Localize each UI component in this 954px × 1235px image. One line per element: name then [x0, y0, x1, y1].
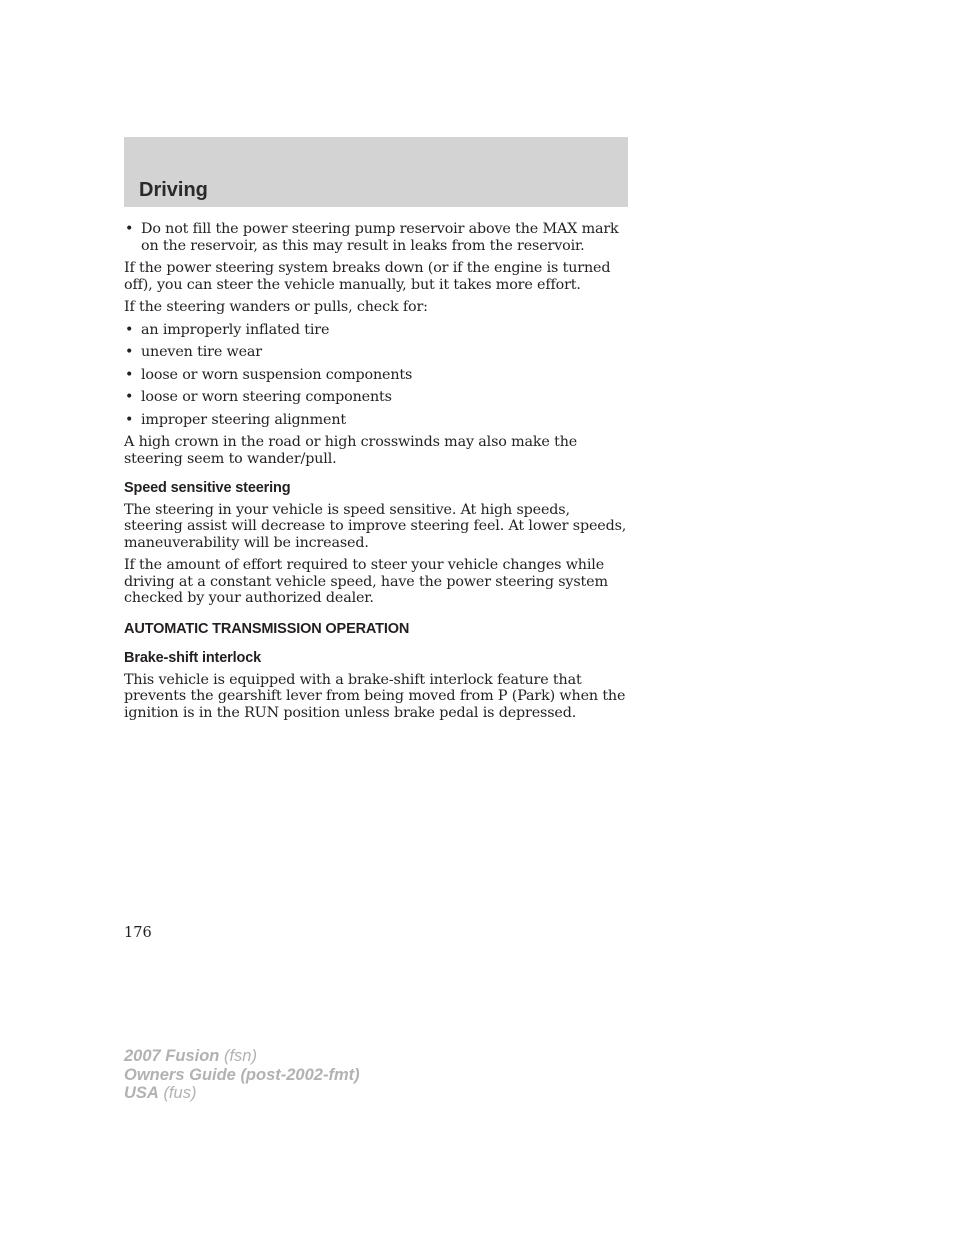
bullet-icon: •: [125, 411, 134, 428]
list-item-text: loose or worn steering components: [141, 389, 392, 405]
paragraph: If the power steering system breaks down (or if the engine is turned off), you can steer the vehicle manually, but it takes more effort.: [124, 260, 611, 293]
paragraph: If the steering wanders or pulls, check for:: [124, 299, 428, 315]
bullet-icon: •: [125, 389, 134, 405]
bullet-icon: •: [125, 221, 134, 237]
footer-line: [124, 1066, 360, 1085]
paragraph: The steering in your vehicle is speed sensitive. At high speeds, steering assist will decrease to improve steering feel. At lower speeds, maneuverability will be increased.: [124, 501, 627, 551]
footer-line: [124, 1047, 360, 1066]
subheading: Speed sensitive steering: [124, 480, 291, 496]
section-header-band: [124, 137, 628, 207]
document-footer: [124, 1047, 360, 1103]
list-item-text: loose or worn suspension components: [141, 366, 413, 383]
page-number: 176: [124, 925, 152, 941]
bullet-icon: •: [125, 366, 134, 383]
list-item: [124, 322, 630, 339]
footer-region: USA: [124, 1084, 159, 1102]
paragraph: This vehicle is equipped with a brake-shift interlock feature that prevents the gearshift lever from being moved from P (Park) when the ignition is in the RUN position unless brake pedal is depressed.: [124, 671, 626, 721]
list-item: [124, 389, 630, 406]
bullet-icon: •: [125, 321, 134, 338]
footer-line: [124, 1084, 360, 1103]
list-item: [124, 344, 630, 361]
section-title: Driving: [139, 179, 208, 201]
page-content: [124, 221, 630, 727]
footer-code: (fsn): [223, 1047, 257, 1065]
list-item-text: improper steering alignment: [141, 411, 346, 428]
paragraph: A high crown in the road or high crosswinds may also make the steering seem to wander/pull.: [124, 434, 578, 467]
footer-model: 2007 Fusion: [124, 1047, 220, 1065]
bullet-icon: •: [125, 344, 134, 360]
list-item: [124, 221, 630, 254]
footer-guide: Owners Guide (post-2002-fmt): [124, 1065, 360, 1084]
list-item: [124, 367, 630, 384]
footer-code: (fus): [163, 1084, 197, 1102]
list-item-text: uneven tire wear: [141, 344, 262, 360]
list-item-text: an improperly inflated tire: [141, 321, 330, 338]
paragraph: If the amount of effort required to steer your vehicle changes while driving at a constant vehicle speed, have the power steering system checked by your authorized dealer.: [124, 557, 608, 606]
heading: AUTOMATIC TRANSMISSION OPERATION: [124, 620, 410, 637]
list-item: [124, 412, 630, 429]
subheading: Brake-shift interlock: [124, 650, 262, 666]
list-item-text: Do not fill the power steering pump reservoir above the MAX mark on the reservoir, as this may result in leaks from the reservoir.: [141, 221, 619, 254]
